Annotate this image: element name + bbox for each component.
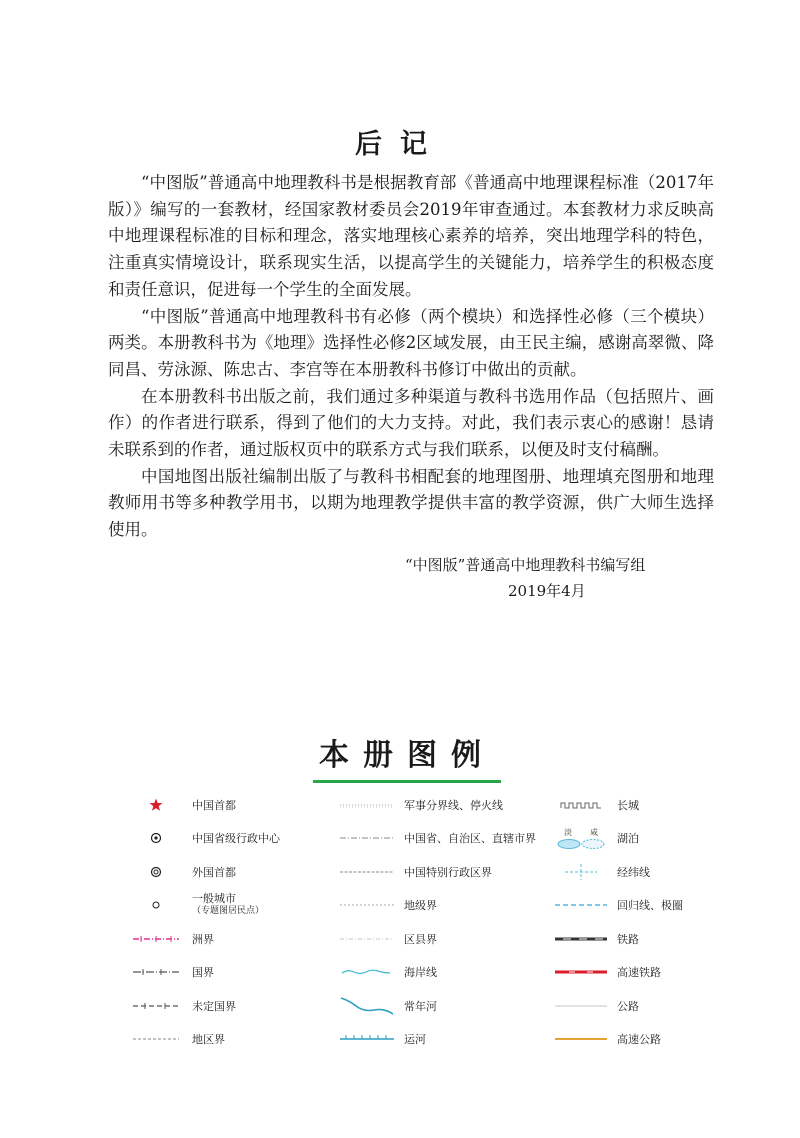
- canal-icon: [338, 1029, 396, 1049]
- legend-item: [128, 956, 338, 990]
- legend-label: 公路: [617, 999, 639, 1013]
- province-boundary-icon: [338, 828, 396, 848]
- afterword-paragraph: “中图版”普通高中地理教科书有必修（两个模块）和选择性必修（三个模块）两类。本册教科书为《地理》选择性必修2区域发展，由王民主编，感谢高翠微、降同昌、劳泳源、陈忠古、李宫等在本册教科书修订中做出的贡献。: [108, 306, 714, 379]
- legend-label: 洲界: [192, 932, 214, 946]
- legend-item: [553, 822, 703, 856]
- legend-label: 经纬线: [617, 865, 650, 879]
- legend-label: 中国首都: [192, 798, 236, 812]
- legend-label: 回归线、极圈: [617, 899, 683, 913]
- legend-label: 军事分界线、停火线: [404, 798, 503, 812]
- legend-item: [553, 1023, 703, 1057]
- county-boundary-icon: [338, 929, 396, 949]
- undetermined-boundary-icon: [128, 996, 184, 1016]
- railway-icon: [553, 929, 609, 949]
- legend-title: 本册图例: [313, 730, 501, 783]
- legend-item: [128, 855, 338, 889]
- legend-item: [338, 788, 553, 822]
- great-wall-icon: [553, 795, 609, 815]
- legend-item: [553, 922, 703, 956]
- legend-label: 高速铁路: [617, 966, 661, 980]
- legend-label: [192, 892, 264, 918]
- legend-label: 中国省级行政中心: [192, 832, 280, 846]
- expressway-icon: [553, 1029, 609, 1049]
- legend-label: 铁路: [617, 932, 639, 946]
- legend-label: 未定国界: [192, 999, 236, 1013]
- legend-grid: [128, 788, 688, 1056]
- legend-item: [338, 989, 553, 1023]
- legend-item: [128, 889, 338, 923]
- dotted-circle-icon: [128, 828, 184, 848]
- legend-item: [553, 956, 703, 990]
- legend-item: [338, 855, 553, 889]
- coastline-icon: [338, 962, 396, 982]
- legend-label: 地区界: [192, 1033, 225, 1047]
- graticule-icon: [553, 862, 609, 882]
- lake-fresh-label: 淡: [564, 827, 572, 837]
- legend-label: 区县界: [404, 932, 437, 946]
- legend-label: 海岸线: [404, 966, 437, 980]
- signature-author: “中图版”普通高中地理教科书编写组: [405, 556, 646, 574]
- legend-item: [553, 855, 703, 889]
- legend-label: 地级界: [404, 899, 437, 913]
- legend-item: [338, 922, 553, 956]
- legend-label: 高速公路: [617, 1033, 661, 1047]
- legend-label: 中国省、自治区、直辖市界: [404, 832, 536, 846]
- legend-item: [338, 889, 553, 923]
- legend-item: [128, 822, 338, 856]
- legend-item: [128, 922, 338, 956]
- road-icon: [553, 996, 609, 1016]
- legend-item: [553, 989, 703, 1023]
- legend-label: 常年河: [404, 999, 437, 1013]
- lake-icon: [553, 823, 609, 853]
- afterword-title: 后记: [355, 129, 445, 160]
- river-icon: [338, 994, 396, 1018]
- national-boundary-icon: [128, 962, 184, 982]
- legend-item: [128, 989, 338, 1023]
- region-boundary-icon: [128, 1029, 184, 1049]
- legend-label-sub: （专题图居民点）: [192, 906, 265, 917]
- legend-item: [128, 788, 338, 822]
- legend-item: [338, 956, 553, 990]
- afterword-paragraph: 在本册教科书出版之前，我们通过多种渠道与教科书选用作品（包括照片、画作）的作者进行联系，得到了他们的大力支持。对此，我们表示衷心的感谢！恳请未联系到的作者，通过版权页中的联系方式与我们联系，以便及时支付稿酬。: [108, 386, 714, 460]
- legend-label: 中国特别行政区界: [404, 865, 492, 879]
- highspeed-railway-icon: [553, 962, 609, 982]
- legend-item: [128, 1023, 338, 1057]
- legend-label: 外国首都: [192, 865, 236, 879]
- legend-item: [553, 788, 703, 822]
- legend-item: [338, 1023, 553, 1057]
- legend-label: 湖泊: [617, 832, 639, 846]
- afterword-paragraph: 中国地图出版社编制出版了与教科书相配套的地理图册、地理填充图册和地理教师用书等多种教学用书，以期为地理教学提供丰富的教学资源，供广大师生选择使用。: [108, 466, 714, 540]
- legend-label: 国界: [192, 966, 214, 980]
- signature-date: 2019年4月: [508, 582, 586, 600]
- military-line-icon: [338, 795, 396, 815]
- legend-label-main: 一般城市: [192, 892, 236, 906]
- double-circle-icon: [128, 862, 184, 882]
- lake-salt-label: 咸: [590, 827, 598, 837]
- tropic-line-icon: [553, 895, 609, 915]
- sar-boundary-icon: [338, 862, 396, 882]
- legend-label: 运河: [404, 1033, 426, 1047]
- afterword-paragraph: “中图版”普通高中地理教科书是根据教育部《普通高中地理课程标准（2017年版）》编写的一套教材，经国家教材委员会2019年审查通过。本套教材力求反映高中地理课程标准的目标和理念，落实地理核心素养的培养，突出地理学科的特色，注重真实情境设计，联系现实生活，以提高学生的关键能力，培养学生的积极态度和责任意识，促进每一个学生的全面发展。: [108, 173, 714, 299]
- small-circle-icon: [128, 895, 184, 915]
- legend-label: 长城: [617, 798, 639, 812]
- red-star-icon: [128, 795, 184, 815]
- legend-item: [553, 889, 703, 923]
- prefecture-boundary-icon: [338, 895, 396, 915]
- signature-block: [405, 552, 645, 604]
- afterword-body: [108, 170, 714, 544]
- legend-item: [338, 822, 553, 856]
- continent-boundary-icon: [128, 929, 184, 949]
